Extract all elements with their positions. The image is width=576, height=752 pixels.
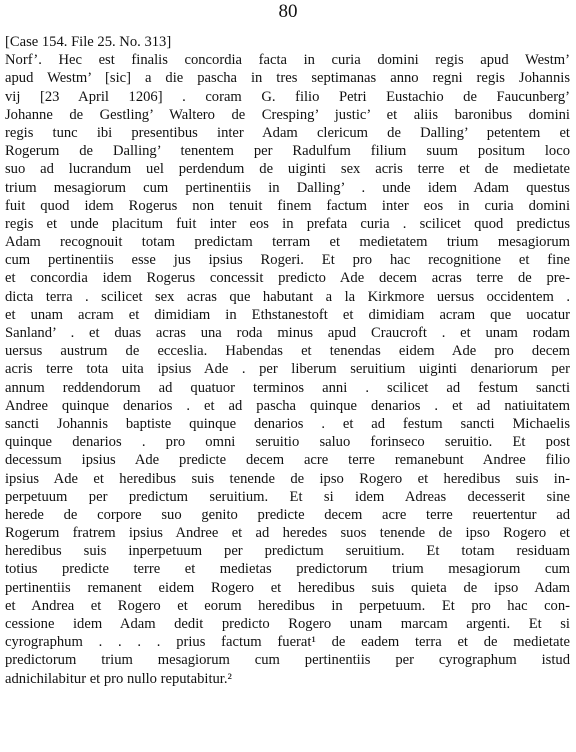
text-line: ipsius Ade et heredibus suis tenende de ipso Rogero et heredibus suis in- bbox=[5, 470, 570, 487]
text-line: heredibus suis inperpetuum per predictum seruitium. Et totam residuam bbox=[5, 543, 570, 560]
document-text bbox=[5, 33, 570, 688]
text-line: vij [23 April 1206] . coram G. filio Petri Eustachio de Faucunberg’ bbox=[5, 88, 570, 105]
text-line: regis et unde placitum fuit inter eos in prefata curia . scilicet quod predictus bbox=[5, 215, 570, 232]
text-line: predictorum trium mesagiorum cum pertinentiis per cyrographum istud bbox=[5, 652, 570, 669]
text-line: et Andrea et Rogero et eorum heredibus in perpetuum. Et pro hac con- bbox=[5, 597, 570, 614]
text-line: totius predicte terre et medietas predictorum trium mesagiorum cum bbox=[5, 561, 570, 578]
text-line: apud Westm’ [sic] a die pascha in tres septimanas anno regni regis Johannis bbox=[5, 70, 570, 87]
text-line: trium mesagiorum cum pertinentiis in Dalling’ . unde idem Adam questus bbox=[5, 179, 570, 196]
text-line: Rogerum fratrem ipsius Andree et ad heredes suos tenende de ipso Rogero et bbox=[5, 525, 570, 542]
text-line: et concordia idem Rogerus concessit predicto Ade decem acras terre de pre- bbox=[5, 270, 570, 287]
text-line: Sanland’ . et duas acras una roda minus apud Craucroft . et unam rodam bbox=[5, 325, 570, 341]
text-line: dicta terra . scilicet sex acras que habutant a la Kirkmore uersus occidentem . bbox=[5, 288, 570, 305]
text-line: Andree quinque denarios . et ad pascha quinque denarios . et ad natiuitatem bbox=[5, 397, 570, 414]
text-line: perpetuum per predictum seruitium. Et si idem Adreas decesserit sine bbox=[5, 488, 570, 505]
text-line: Rogerum de Dalling’ tenentem per Radulfum filium suum positum loco bbox=[5, 143, 570, 160]
case-reference: [Case 154. File 25. No. 313] bbox=[5, 34, 172, 50]
page-number: 80 bbox=[278, 1, 298, 22]
text-line: Adam recognouit totam predictam terram et medietatem trium mesagiorum bbox=[5, 234, 570, 251]
text-line: cyrographum . . . . prius factum fuerat¹ de eadem terra et de medietate bbox=[5, 634, 570, 651]
text-line: quinque denarios . pro omni seruitio saluo forinseco seruitio. Et post bbox=[5, 434, 570, 451]
text-line-final: adnichilabitur et pro nullo reputabitur.² bbox=[5, 670, 232, 687]
text-line: fuit quod idem Rogerus non tenuit finem factum inter eos in curia domini bbox=[5, 197, 570, 214]
text-line: pertinentiis remanent eidem Rogero et heredibus suis quieta de ipso Adam bbox=[5, 579, 570, 596]
text-line: et unam acram et dimidiam in Ethstanestoft et dimidiam acram que uocatur bbox=[5, 306, 570, 323]
text-line: Johanne de Gestling’ Waltero de Cresping’ justic’ et aliis baronibus domini bbox=[5, 106, 570, 123]
text-line: regis tunc ibi presentibus inter Adam clericum de Dalling’ petentem et bbox=[5, 124, 570, 141]
text-line: cum pertinentiis esse jus ipsius Rogeri. Et pro hac recognitione et fine bbox=[5, 252, 570, 269]
text-line: Norf’. Hec est finalis concordia facta in curia domini regis apud Westm’ bbox=[5, 52, 570, 69]
text-line: sancti Johannis baptiste quinque denarios . et ad festum sancti Michaelis bbox=[5, 415, 570, 432]
text-line: suo ad lucrandum uel perdendum de uiginti sex acris terre et de medietate bbox=[5, 161, 570, 178]
text-line: annum reddendorum ad quatuor terminos anni . scilicet ad festum sancti bbox=[5, 379, 570, 396]
text-line: decessum ipsius Ade predicte decem acre terre remanebunt Andree filio bbox=[5, 452, 570, 469]
text-line: uersus austrum de ecceslia. Habendas et tenendas eidem Ade pro decem bbox=[5, 343, 570, 360]
text-line: herede de corpore suo genito predicte decem acre terre reuertentur ad bbox=[5, 506, 570, 523]
text-line: acris terre tota uita ipsius Ade . per liberum seruitium uiginti denariorum per bbox=[5, 361, 570, 378]
text-line: cessione idem Adam dedit predicto Rogero unam marcam argenti. Et si bbox=[5, 616, 570, 632]
